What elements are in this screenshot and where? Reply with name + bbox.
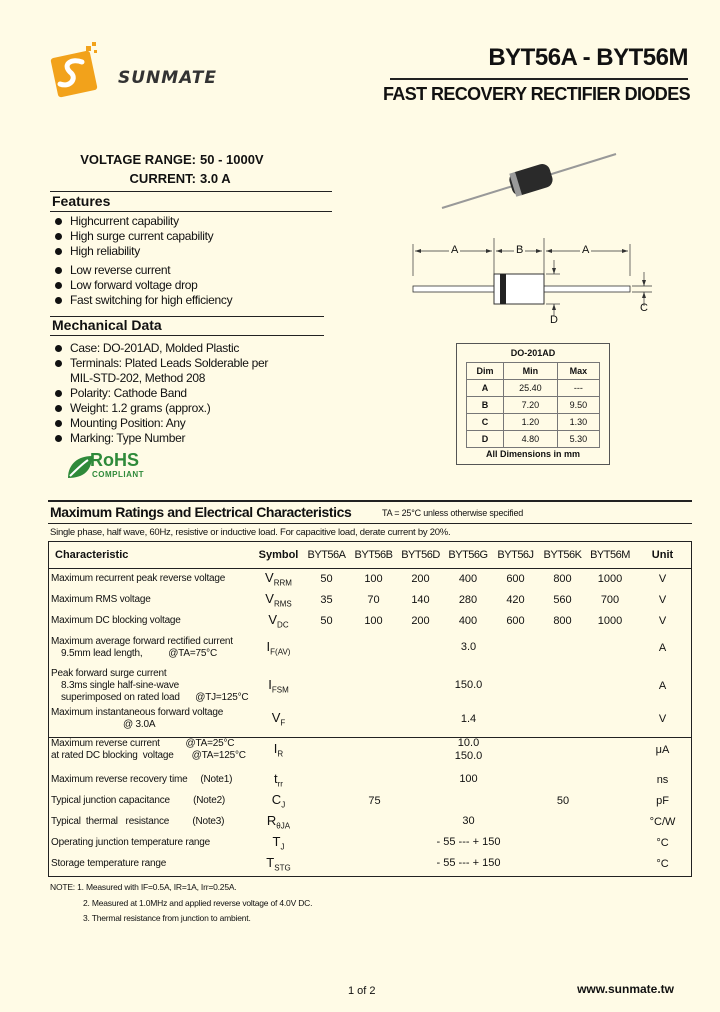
- table-row: [467, 431, 600, 448]
- table-row: [467, 380, 600, 397]
- mechanical-list: [52, 341, 268, 446]
- table-cell: 5.30: [557, 431, 599, 448]
- value-cell: 140: [411, 593, 430, 606]
- table-rule-bottom: [48, 876, 692, 877]
- dim-header: Dim: [467, 363, 504, 380]
- symbol-letter: V: [271, 710, 281, 726]
- symbol-cell: [254, 707, 303, 731]
- col-header-symbol: Symbol: [258, 549, 299, 561]
- table-row: [467, 397, 600, 414]
- table-row: [49, 853, 691, 874]
- table-cell: 7.20: [504, 397, 558, 414]
- characteristic-cell: [49, 631, 254, 664]
- symbol-letter: T: [266, 854, 275, 870]
- value-cell: 600: [506, 614, 525, 627]
- value-cell: 50: [556, 794, 570, 807]
- ratings-condition: TA = 25°C unless otherwise specified: [382, 508, 524, 518]
- symbol-subscript: FSM: [271, 685, 289, 695]
- dim-table-title: DO-201AD: [510, 348, 556, 358]
- unit-cell: V: [658, 713, 667, 725]
- outline-label-d: D: [550, 314, 558, 326]
- value-cell: 800: [553, 614, 572, 627]
- value-cell: 400: [458, 614, 478, 627]
- symbol-cell: [254, 731, 303, 769]
- characteristic-line: Maximum instantaneous forward voltage: [51, 707, 224, 718]
- characteristic-cell: [49, 769, 254, 790]
- outline-label-a-right: A: [582, 244, 590, 256]
- table-vline-right: [691, 541, 692, 877]
- unit-cell: ns: [656, 773, 669, 786]
- list-item-continued: MIL-STD-202, Method 208: [70, 371, 206, 385]
- characteristic-cell: [49, 610, 254, 631]
- characteristic-line: at rated DC blocking voltage @TA=125°C: [51, 750, 246, 761]
- ratings-table: [49, 542, 691, 874]
- value-cell: 75: [368, 794, 381, 807]
- value-line: 30: [462, 815, 475, 827]
- value-line: 100: [459, 773, 478, 785]
- value-cell: 420: [506, 593, 525, 606]
- header-rule: [390, 78, 688, 80]
- table-row: [49, 769, 691, 790]
- value-cell: [303, 707, 634, 731]
- col-header-part: BYT56A: [307, 549, 346, 561]
- table-row: [49, 664, 691, 707]
- symbol-subscript: STG: [274, 863, 291, 873]
- outline-label-c: C: [640, 302, 648, 314]
- logo-mark-icon: [46, 42, 106, 102]
- unit-cell: °C/W: [649, 815, 676, 828]
- characteristic-line: Maximum DC blocking voltage: [51, 614, 181, 626]
- features-rule-top: [50, 191, 332, 192]
- ratings-rule-top: [48, 500, 692, 502]
- col-header-characteristic: Characteristic: [55, 549, 129, 561]
- current-value: 3.0 A: [200, 171, 231, 186]
- value-cell: 100: [364, 614, 383, 627]
- characteristic-line: Maximum reverse current @TA=25°C: [51, 738, 235, 749]
- table-cell: ---: [557, 380, 599, 397]
- features-title: Features: [52, 193, 111, 209]
- list-item: Weight: 1.2 grams (approx.): [52, 401, 268, 416]
- symbol-letter: I: [273, 741, 278, 757]
- symbol-cell: [254, 589, 303, 610]
- symbol-cell: [254, 769, 303, 790]
- table-row: [49, 832, 691, 853]
- table-row: [49, 568, 691, 589]
- table-cell: 4.80: [504, 431, 558, 448]
- table-row: [49, 631, 691, 664]
- characteristic-line: Peak forward surge current: [51, 667, 167, 679]
- value-cell: [303, 769, 634, 790]
- table-row: [49, 811, 691, 832]
- unit-cell: °C: [656, 857, 669, 870]
- value-cell: [303, 731, 634, 769]
- value-cell: [303, 832, 634, 853]
- value-cell: 100: [364, 572, 383, 585]
- value-line: 3.0: [460, 641, 477, 653]
- symbol-subscript: J: [281, 800, 286, 810]
- value-cell: 1000: [597, 572, 623, 585]
- dim-header: Min: [504, 363, 558, 380]
- value-cell: 70: [367, 593, 380, 606]
- table-cell: 1.30: [557, 414, 599, 431]
- symbol-letter: I: [268, 676, 272, 692]
- unit-cell: A: [658, 679, 667, 692]
- current-label: CURRENT:: [129, 171, 196, 186]
- note-1: NOTE: 1. Measured with IF=0.5A, IR=1A, Irr=0.25A.: [50, 882, 237, 892]
- col-header-part: BYT56D: [401, 549, 440, 561]
- symbol-letter: C: [271, 791, 282, 807]
- characteristic-line: @ 3.0A: [123, 719, 156, 730]
- subtitle: FAST RECOVERY RECTIFIER DIODES: [382, 84, 690, 104]
- note-2: 2. Measured at 1.0MHz and applied reverse voltage of 4.0V DC.: [83, 898, 313, 908]
- characteristic-cell: [49, 589, 254, 610]
- value-cell: [303, 811, 634, 832]
- diode-image: [440, 150, 620, 220]
- ratings-note: Single phase, half wave, 60Hz, resistive or inductive load. For capacitive load, derate current by 20%.: [50, 527, 451, 538]
- symbol-cell: [254, 664, 303, 707]
- list-item: Fast switching for high efficiency: [52, 293, 232, 308]
- characteristic-cell: [49, 811, 254, 832]
- characteristic-line: Maximum recurrent peak reverse voltage: [51, 572, 226, 584]
- value-line: 10.0: [457, 737, 480, 749]
- unit-cell: μA: [655, 744, 670, 756]
- characteristic-cell: [49, 790, 254, 811]
- mech-rule-bottom: [50, 335, 324, 336]
- unit-cell: A: [658, 641, 667, 654]
- unit-cell: pF: [656, 794, 669, 807]
- symbol-letter: T: [272, 833, 281, 849]
- symbol-letter: R: [266, 812, 277, 828]
- symbol-cell: [254, 790, 303, 811]
- voltage-value: 50 - 1000V: [200, 152, 264, 167]
- characteristic-cell: [49, 568, 254, 589]
- characteristic-line: Maximum reverse recovery time (Note1): [51, 773, 233, 785]
- unit-cell: V: [658, 572, 667, 585]
- characteristic-cell: [49, 853, 254, 874]
- symbol-letter: V: [265, 569, 274, 585]
- symbol-subscript: DC: [277, 620, 289, 630]
- rohs-badge: [64, 450, 160, 484]
- symbol-subscript: RRM: [273, 578, 292, 588]
- unit-cell: °C: [656, 836, 669, 849]
- table-cell: B: [467, 397, 504, 414]
- features-list: [52, 214, 232, 308]
- symbol-subscript: RMS: [273, 599, 292, 609]
- ratings-rule-bottom: [48, 523, 692, 524]
- value-cell: 800: [553, 572, 572, 585]
- list-item: Mounting Position: Any: [52, 416, 268, 431]
- list-item: Terminals: Plated Leads Solderable per: [52, 356, 268, 371]
- table-row: [467, 414, 600, 431]
- dim-table: [466, 362, 600, 448]
- table-header-row: [49, 542, 691, 568]
- unit-cell: V: [658, 614, 667, 627]
- list-item: Low reverse current: [52, 263, 232, 278]
- mechanical-title: Mechanical Data: [52, 317, 162, 333]
- value-line: - 55 --- + 150: [436, 836, 501, 848]
- value-cell: 200: [411, 572, 430, 585]
- value-cell: 1000: [597, 614, 623, 627]
- symbol-cell: [254, 853, 303, 874]
- table-cell: 25.40: [504, 380, 558, 397]
- ratings-title: Maximum Ratings and Electrical Characteristics: [50, 504, 352, 520]
- characteristic-cell: [49, 832, 254, 853]
- symbol-letter: I: [266, 638, 271, 654]
- table-row: [49, 589, 691, 610]
- characteristic-cell: [49, 664, 254, 707]
- col-header-part: BYT56M: [590, 549, 630, 561]
- col-header-part: BYT56J: [497, 549, 534, 561]
- unit-cell: V: [658, 593, 667, 606]
- symbol-subscript: J: [280, 842, 285, 852]
- value-cell: 50: [320, 572, 333, 585]
- list-item: Highcurrent capability: [52, 214, 232, 229]
- list-item: Low forward voltage drop: [52, 278, 232, 293]
- symbol-cell: [254, 811, 303, 832]
- page-number: 1 of 2: [348, 985, 376, 997]
- value-cell: 600: [506, 572, 525, 585]
- part-range-title: BYT56A - BYT56M: [488, 44, 688, 71]
- symbol-subscript: rr: [277, 779, 283, 789]
- company-logo: [46, 42, 266, 102]
- value-cell: 50: [320, 614, 333, 627]
- value-cell: 35: [320, 593, 333, 606]
- value-cell: 700: [600, 593, 620, 606]
- dim-table-footer: All Dimensions in mm: [485, 449, 581, 459]
- value-line: 150.0: [454, 750, 483, 762]
- table-cell: A: [467, 380, 504, 397]
- symbol-letter: V: [265, 590, 274, 606]
- website-link[interactable]: www.sunmate.tw: [577, 982, 674, 996]
- features-rule-bottom: [50, 211, 332, 212]
- characteristic-line: Maximum average forward rectified current: [51, 635, 233, 647]
- characteristic-cell: [49, 707, 254, 731]
- table-cell: C: [467, 414, 504, 431]
- table-row: [49, 731, 691, 769]
- col-header-part: BYT56B: [354, 549, 393, 561]
- symbol-cell: [254, 631, 303, 664]
- list-item: Marking: Type Number: [52, 431, 268, 446]
- list-item: High surge current capability: [52, 229, 232, 244]
- symbol-letter: t: [274, 770, 278, 786]
- characteristic-line: Maximum RMS voltage: [51, 593, 151, 605]
- outline-diagram: [400, 230, 660, 330]
- symbol-cell: [254, 832, 303, 853]
- dim-header: Max: [557, 363, 599, 380]
- list-item: Case: DO-201AD, Molded Plastic: [52, 341, 268, 356]
- voltage-label: VOLTAGE RANGE:: [80, 152, 196, 167]
- rohs-text: RoHS: [90, 450, 139, 470]
- table-row: [49, 610, 691, 631]
- value-cell: 400: [458, 572, 478, 585]
- table-cell: 9.50: [557, 397, 599, 414]
- value-cell: [303, 664, 634, 707]
- value-cell: 200: [411, 614, 430, 627]
- table-cell: D: [467, 431, 504, 448]
- symbol-subscript: F(AV): [270, 647, 291, 657]
- characteristic-line: Typical junction capacitance (Note2): [51, 794, 226, 806]
- table-row: [49, 707, 691, 731]
- value-cell: [303, 631, 634, 664]
- value-line: 150.0: [454, 679, 483, 691]
- col-header-part: BYT56G: [448, 549, 488, 561]
- characteristic-line: Storage temperature range: [51, 857, 167, 869]
- characteristic-line: Typical thermal resistance (Note3): [51, 815, 225, 827]
- characteristic-line: 9.5mm lead length, @TA=75°C: [61, 647, 218, 659]
- symbol-subscript: F: [280, 718, 286, 728]
- value-line: 1.4: [460, 712, 477, 725]
- outline-label-a-left: A: [451, 244, 459, 256]
- characteristic-line: superimposed on rated load @TJ=125°C: [61, 691, 249, 703]
- rohs-compliant-text: COMPLIANT: [92, 470, 145, 479]
- symbol-letter: V: [268, 611, 278, 627]
- list-item: Polarity: Cathode Band: [52, 386, 268, 401]
- symbol-cell: [254, 610, 303, 631]
- characteristic-cell: [49, 731, 254, 769]
- col-header-part: BYT56K: [543, 549, 582, 561]
- symbol-subscript: θJA: [276, 821, 291, 831]
- symbol-cell: [254, 568, 303, 589]
- value-cell: 280: [458, 593, 478, 606]
- characteristic-line: 8.3ms single half-sine-wave: [61, 679, 179, 691]
- value-line: - 55 --- + 150: [436, 857, 501, 869]
- col-header-unit: Unit: [651, 549, 674, 561]
- brand-name: SUNMATE: [118, 68, 217, 88]
- symbol-subscript: R: [277, 749, 284, 759]
- table-row: [49, 790, 691, 811]
- table-cell: 1.20: [504, 414, 558, 431]
- outline-label-b: B: [516, 244, 524, 256]
- list-item: High reliability: [52, 244, 232, 259]
- characteristic-line: Operating junction temperature range: [51, 836, 211, 848]
- value-cell: [303, 853, 634, 874]
- value-cell: 560: [553, 593, 572, 606]
- note-3: 3. Thermal resistance from junction to ambient.: [83, 913, 251, 923]
